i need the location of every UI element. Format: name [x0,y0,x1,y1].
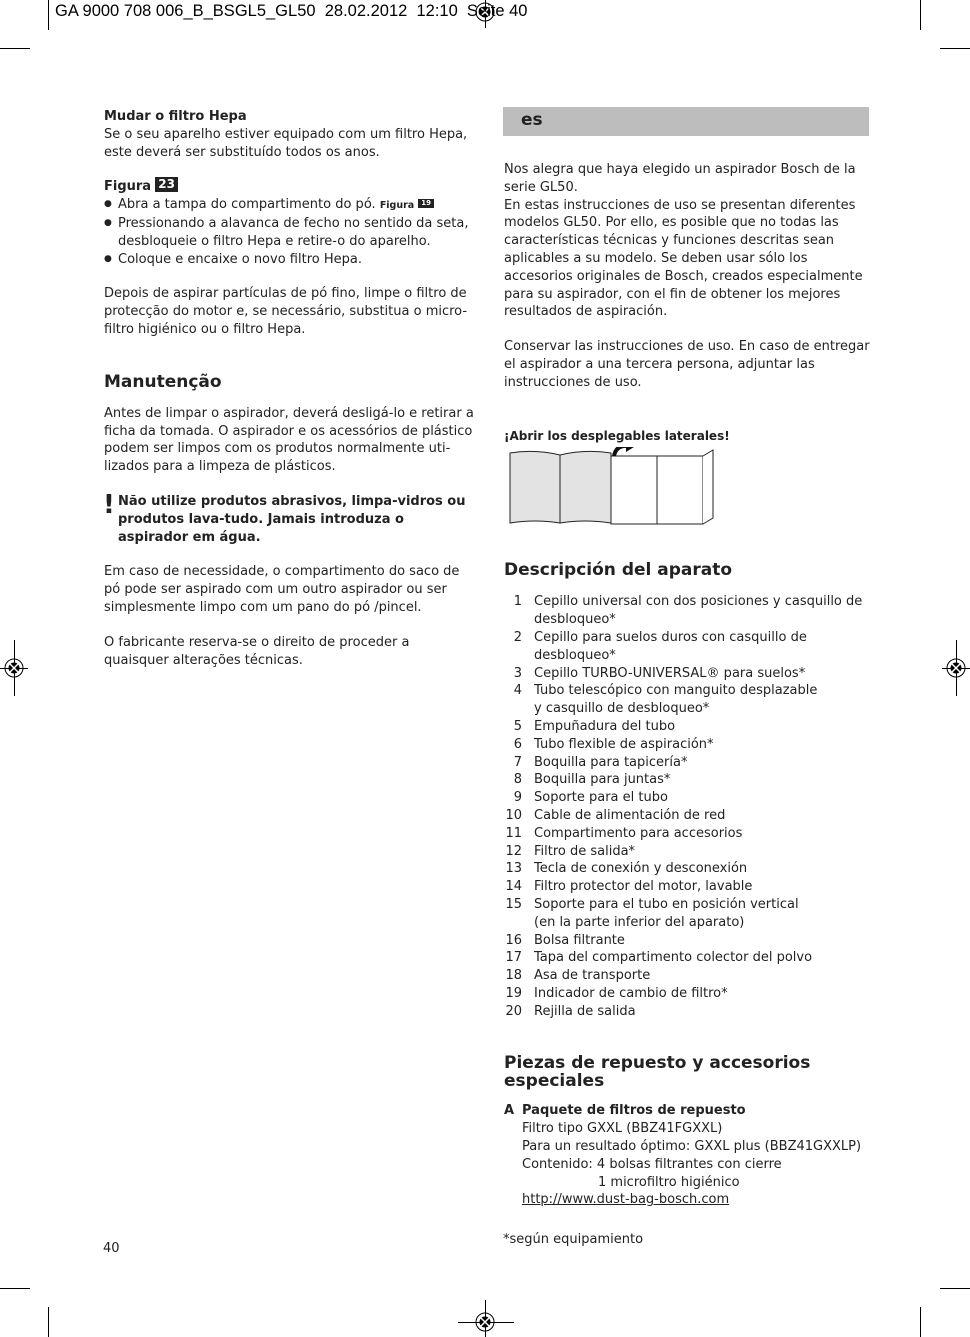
item-number: 8 [513,772,522,788]
detail-line: 1 microfiltro higiénico [598,1174,740,1190]
list-item [504,860,870,878]
registration-mark-icon [471,1308,499,1336]
figure-ref [104,177,474,196]
steps-list [104,196,474,268]
item-letter: A [504,1103,515,1119]
figure-label: Figura [104,179,152,195]
list-item [504,896,870,932]
list-item [504,985,870,1003]
item-number: 10 [505,807,522,823]
item-number: 11 [505,825,522,841]
list-item: ● Pressionando a alavanca de fecho no sentido da seta, desbloqueie o filtro Hepa e retire-o do aparelho. [104,215,474,251]
maintenance-text: Antes de limpar o aspirador, deverá desligá-lo e retirar a ficha da tomada. O aspirador e os acessórios de plástico podem ser limpos com os produtos normalmente uti-lizados para a limpeza de plásticos. [104,405,474,475]
figure-number: 19 [418,199,434,208]
list-item [504,665,870,683]
list-item [104,196,474,215]
item-number: 18 [505,968,522,984]
item-text: Boquilla para juntas* [534,772,671,788]
list-item [504,1003,870,1021]
list-item [504,789,870,807]
item-text: Compartimento para accesorios [534,825,743,841]
keep-text: Conservar las instrucciones de uso. En caso de entregar el aspirador a una tercera persona, adjuntar las instrucciones de uso. [504,339,870,390]
item-text: Cepillo para suelos duros con casquillo de desbloqueo* [534,629,807,663]
item-number: 19 [505,985,522,1001]
list-item [504,949,870,967]
item-number: 20 [505,1003,522,1019]
arrow-icon [614,447,628,456]
list-item [504,682,870,718]
spare-parts-details [504,1120,870,1209]
crop-mark [940,48,970,49]
list-item [504,718,870,736]
item-text: Cepillo universal con dos posiciones y casquillo de desbloqueo* [534,594,863,628]
item-text: Cable de alimentación de red [534,807,726,823]
figure-number: 23 [155,177,178,192]
left-column [104,108,474,669]
item-text: Tubo flexible de aspiración* [534,736,714,752]
list-item: ● Coloque e encaixe o novo filtro Hepa. [104,251,474,269]
spare-parts-heading: Piezas de repuesto y accesorios especiales [504,1053,811,1092]
item-text: Tapa del compartimento colector del polvo [534,950,813,966]
item-text: Boquilla para tapicería* [534,754,688,770]
registration-mark-icon [942,654,970,682]
item-number: 15 [505,896,522,912]
spare-parts-item [504,1102,870,1120]
foldout-illustration [508,447,718,527]
item-number: 2 [513,629,522,645]
list-item [504,593,870,629]
page-number: 40 [103,1241,120,1256]
warning-block [103,489,474,546]
intro-text-1: Nos alegra que haya elegido un aspirador Bosch de la serie GL50. [504,162,856,195]
item-number: 17 [505,950,522,966]
step-text: Abra a tampa do compartimento do pó. [118,197,376,213]
item-text: Empuñadura del tubo [534,718,676,734]
item-number: 6 [513,736,522,752]
list-item [504,878,870,896]
crop-mark [920,0,921,30]
item-text: Tubo telescópico con manguito desplazable y casquillo de desbloqueo* [534,683,818,717]
list-item [504,754,870,772]
item-number: 3 [513,665,522,681]
detail-line: Filtro tipo GXXL (BBZ41FGXXL) [522,1121,723,1137]
manufacturer-text: O fabricante reserva-se o direito de proceder a quaisquer alterações técnicas. [104,634,410,668]
figure-label: Figura [379,200,415,212]
crop-mark [0,48,30,49]
print-slug: GA 9000 708 006_B_BSGL5_GL50 28.02.2012 12:10 Seite 40 [55,2,528,20]
parts-list [504,593,870,1020]
item-number: 9 [513,790,522,806]
right-column [504,161,870,1209]
list-item [504,807,870,825]
item-text: Asa de transporte [534,968,651,984]
list-item [504,932,870,950]
item-text: Rejilla de salida [534,1003,636,1019]
registration-mark-icon [0,654,28,682]
warning-icon: ! [103,489,115,520]
item-text: Soporte para el tubo en posición vertical (en la parte inferior del aparato) [534,896,799,930]
item-number: 1 [513,594,522,610]
item-text: Filtro de salida* [534,843,636,859]
list-item [504,825,870,843]
item-text: Bolsa filtrante [534,932,625,948]
item-number: 5 [513,718,522,734]
list-item [504,629,870,665]
crop-mark [48,0,49,30]
item-number: 14 [505,879,522,895]
warning-text: Não utilize produtos abrasivos, limpa-vidros ou produtos lava-tudo. Jamais introduza o aspirador em água. [118,493,466,545]
detail-line: Contenido: 4 bolsas filtrantes con cierre [522,1156,782,1172]
item-number: 16 [505,932,522,948]
item-text: Cepillo TURBO-UNIVERSAL® para suelos* [534,665,806,681]
intro-text-2: En estas instrucciones de uso se presentan diferentes modelos GL50. Por ello, es posible que no todas las características técnicas y funciones descritas sean aplicables a su modelo. Se deben usar sólo los accesorios originales de Bosch, creados especialmente para su aspirador, con el fin de obtener los mejores resultados de aspiración. [504,197,863,320]
list-item [504,771,870,789]
item-number: 7 [513,754,522,770]
item-heading: Paquete de filtros de repuesto [522,1103,746,1119]
item-number: 4 [513,683,522,699]
maintenance-heading: Manutenção [104,371,222,392]
hepa-title: Mudar o filtro Hepa [104,109,247,124]
crop-mark [0,1288,30,1289]
crop-mark [48,1307,49,1337]
after-text: Depois de aspirar partículas de pó fino, limpe o filtro de protecção do motor e, se necessário, substitua o micro-filtro higiénico ou o filtro Hepa. [104,286,468,337]
foldout-label: ¡Abrir los desplegables laterales! [504,428,730,443]
footnote: *según equipamiento [503,1232,644,1247]
list-item [504,967,870,985]
item-text: Soporte para el tubo [534,790,668,806]
hepa-text: Se o seu aparelho estiver equipado com um filtro Hepa, este deverá ser substituído todos os anos. [104,126,468,160]
language-code: es [521,110,543,130]
item-text: Tecla de conexión y desconexión [534,861,748,877]
list-item [504,843,870,861]
list-item [504,736,870,754]
dust-bag-link[interactable]: http://www.dust-bag-bosch.com [522,1192,730,1208]
description-heading: Descripción del aparato [504,560,733,581]
item-text: Filtro protector del motor, lavable [534,879,753,895]
item-text: Indicador de cambio de filtro* [534,985,728,1001]
item-number: 12 [505,843,522,859]
need-text: Em caso de necessidade, o compartimento do saco de pó pode ser aspirado com um outro aspirador ou ser simplesmente limpo com um pano do pó /pincel. [104,564,460,615]
crop-mark [920,1307,921,1337]
item-number: 13 [505,861,522,877]
detail-line: Para un resultado óptimo: GXXL plus (BBZ41GXXLP) [522,1139,862,1155]
crop-mark [940,1288,970,1289]
language-bar [503,107,869,136]
